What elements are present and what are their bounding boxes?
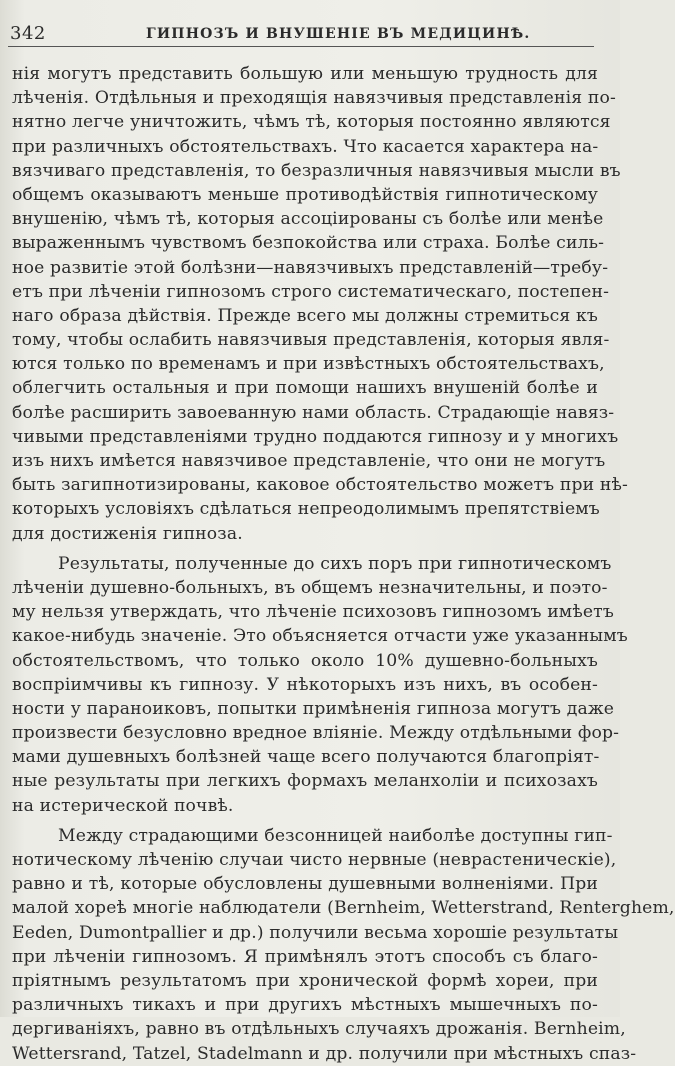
text-line: вязчиваго представленія, то безразличныя навязчивыя мысли въ (12, 160, 621, 181)
paragraph (12, 62, 628, 546)
text-line: быть загипнотизированы, каковое обстоятельство можетъ при нѣ- (12, 475, 628, 496)
text-line: выраженнымъ чувствомъ безпокойства или страха. Болѣе силь- (12, 233, 605, 254)
text-line: Wettersrand, Tatzel, Stadelmann и др. получили при мѣстныхъ спаз- (12, 1043, 637, 1064)
text-line: нія могутъ представить большую или меньшую трудность для (12, 64, 598, 84)
text-line: етъ при лѣченіи гипнозомъ строго систематическаго, постепен- (12, 281, 610, 302)
text-line: наго образа дѣйствія. Прежде всего мы должны стремиться къ (12, 305, 598, 326)
text-line: равно и тѣ, которые обусловлены душевными волненіями. При (12, 874, 598, 895)
text-line: воспріимчивы къ гипнозу. У нѣкоторыхъ изъ нихъ, въ особен- (12, 674, 598, 695)
page-number: 342 (10, 23, 46, 44)
text-line: на истерической почвѣ. (12, 795, 234, 816)
running-title: ГИПНОЗЪ И ВНУШЕНІЕ ВЪ МЕДИЦИНѢ. (146, 26, 531, 42)
page-body-text (12, 62, 675, 1066)
text-line: чивыми представленіями трудно поддаются гипнозу и у многихъ (12, 426, 619, 447)
text-line: общемъ оказываютъ меньше противодѣйствія гипнотическому (12, 184, 598, 205)
text-line: болѣе расширить завоеванную нами область. Страдающіе навяз- (12, 402, 615, 423)
text-line: ные результаты при легкихъ формахъ меланхоліи и психозахъ (12, 771, 598, 792)
text-line: тому, чтобы ослабить навязчивыя представленія, которыя явля- (12, 330, 610, 351)
text-line: облегчить остальныя и при помощи нашихъ внушеній болѣе и (12, 378, 598, 399)
text-line: пріятнымъ результатомъ при хронической формѣ хореи, при (12, 970, 598, 991)
text-line: различныхъ тикахъ и при другихъ мѣстныхъ мышечныхъ по- (12, 995, 598, 1016)
text-line: малой хореѣ многіе наблюдатели (Bernheim, Wetterstrand, Renterghem, (12, 898, 675, 919)
text-line: какое-нибудь значеніе. Это объясняется отчасти уже указаннымъ (12, 626, 628, 647)
text-line: произвести безусловно вредное вліяніе. Между отдѣльными фор- (12, 723, 620, 744)
text-line: изъ нихъ имѣется навязчивое представленіе, что они не могутъ (12, 451, 606, 471)
text-line: обстоятельствомъ, что только около 10% душевно-больныхъ (12, 650, 598, 671)
page-header (8, 22, 594, 47)
text-line: при лѣченіи гипнозомъ. Я примѣнялъ этотъ способъ съ благо- (12, 946, 598, 967)
text-line: лѣченія. Отдѣльныя и преходящія навязчивыя представленія по- (12, 88, 616, 109)
text-line: Eeden, Dumontpallier и др.) получили весьма хорошіе результаты (12, 922, 619, 943)
text-line: дергиваніяхъ, равно въ отдѣльныхъ случаяхъ дрожанія. Bernheim, (12, 1019, 626, 1040)
text-line: при различныхъ обстоятельствахъ. Что касается характера на- (12, 136, 599, 157)
text-line: Между страдающими безсонницей наиболѣе доступны гип- (58, 825, 613, 846)
text-line: ное развитіе этой болѣзни—навязчивыхъ представленій—требу- (12, 257, 609, 278)
text-line: ности у параноиковъ, попытки примѣненія гипноза могутъ даже (12, 698, 615, 719)
paragraph (12, 824, 675, 1066)
text-line: внушенію, чѣмъ тѣ, которыя ассоціированы съ болѣе или менѣе (12, 209, 604, 230)
text-line: нотическому лѣченію случаи чисто нервные (неврастеническіе), (12, 850, 617, 870)
text-line: мами душевныхъ болѣзней чаще всего получаются благопріят- (12, 747, 600, 768)
text-line: которыхъ условіяхъ сдѣлаться непреодолимымъ препятствіемъ (12, 499, 600, 520)
paragraph (12, 552, 628, 818)
text-line: нятно легче уничтожить, чѣмъ тѣ, которыя постоянно являются (12, 112, 611, 133)
text-line: лѣченіи душевно-больныхъ, въ общемъ незначительны, и поэто- (12, 577, 608, 598)
text-line: Результаты, полученные до сихъ поръ при гипнотическомъ (58, 553, 612, 574)
text-line: му нельзя утверждать, что лѣченіе психозовъ гипнозомъ имѣетъ (12, 602, 614, 623)
text-line: для достиженія гипноза. (12, 523, 243, 544)
text-line: ются только по временамъ и при извѣстныхъ обстоятельствахъ, (12, 354, 605, 375)
